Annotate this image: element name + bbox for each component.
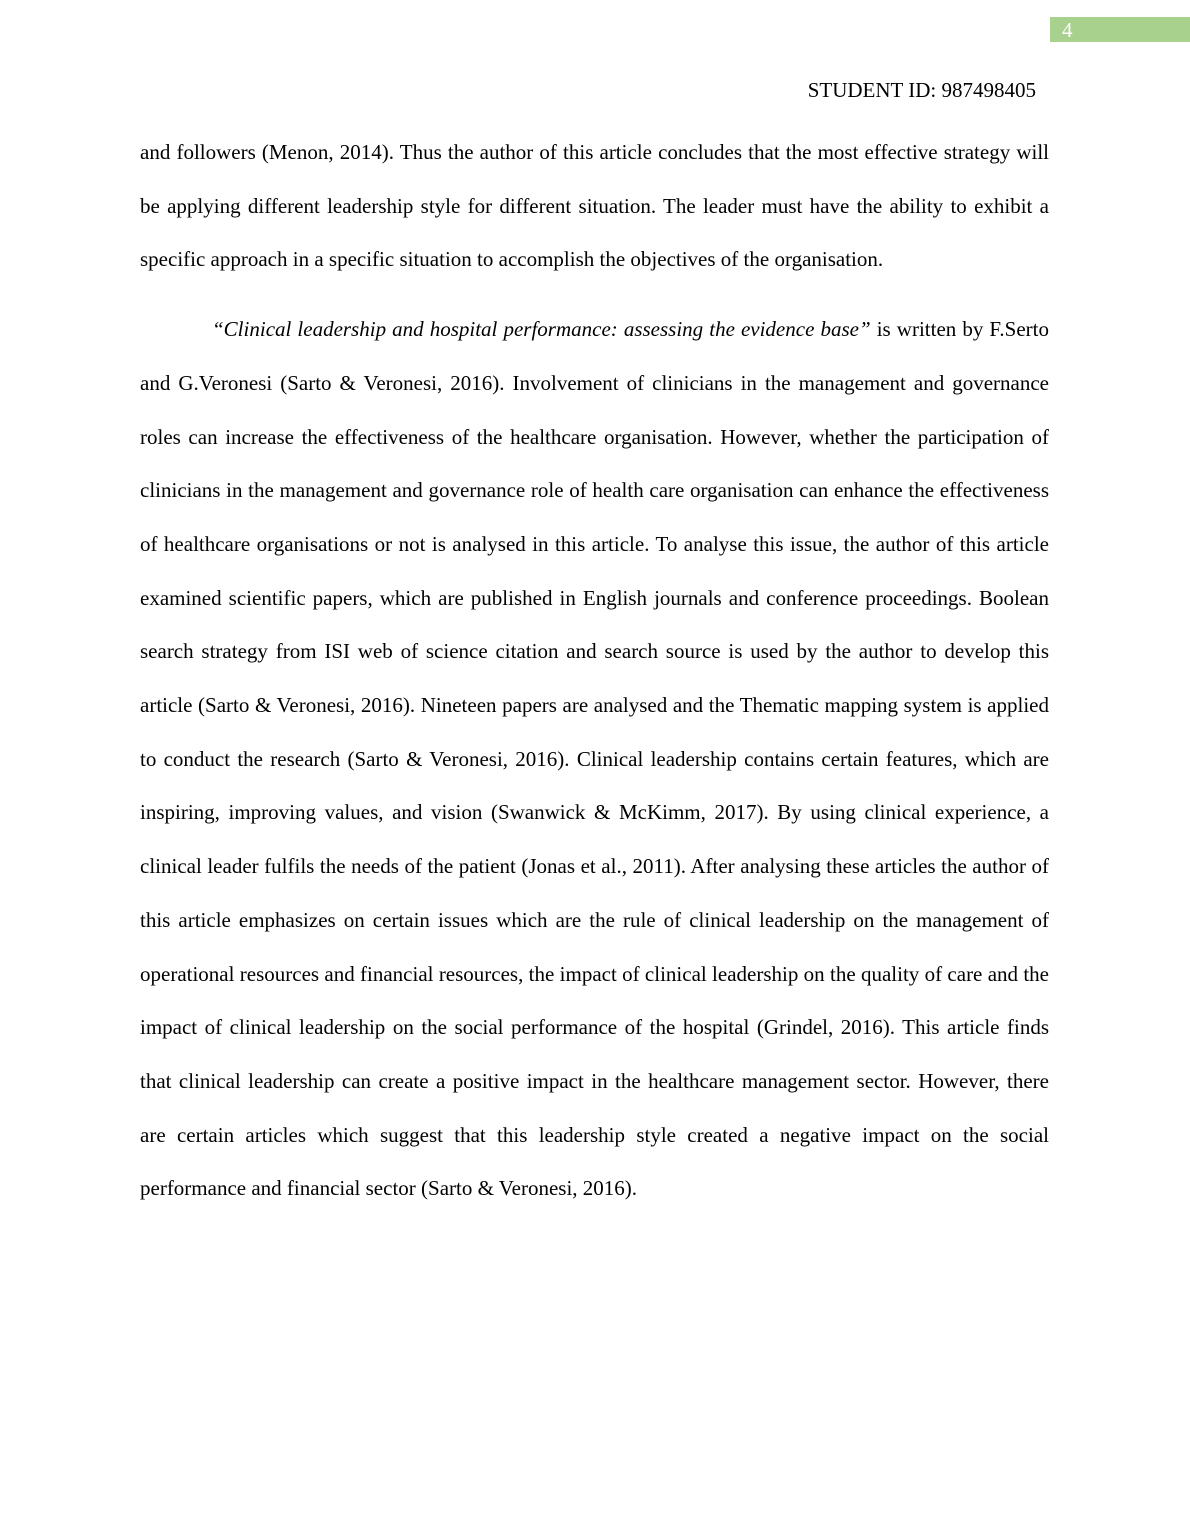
page-number-badge bbox=[1050, 17, 1190, 42]
running-head-student-id: STUDENT ID: 987498405 bbox=[807, 78, 1036, 102]
paragraph-text: is written by F.Serto and G.Veronesi (Sarto & Veronesi, 2016). Involvement of clinicians in the management and governance roles can increase the effectiveness of the healthcare organisation. However, whether the participation of clinicians in the management and governance role of health care organisation can enhance the effectiveness of healthcare organisations or not is analysed in this article. To analyse this issue, the author of this article examined scientific papers, which are published in English journals and conference proceedings. Boolean search strategy from ISI web of science citation and search source is used by the author to develop this article (Sarto & Veronesi, 2016). Nineteen papers are analysed and the Thematic mapping system is applied to conduct the research (Sarto & Veronesi, 2016). Clinical leadership contains certain features, which are inspiring, improving values, and vision (Swanwick & McKimm, 2017). By using clinical experience, a clinical leader fulfils the needs of the patient (Jonas et al., 2011). After analysing these articles the author of this article emphasizes on certain issues which are the rule of clinical leadership on the management of operational resources and financial resources, the impact of clinical leadership on the quality of care and the impact of clinical leadership on the social performance of the hospital (Grindel, 2016). This article finds that clinical leadership can create a positive impact in the healthcare management sector. However, there are certain articles which suggest that this leadership style created a negative impact on the social performance and financial sector (Sarto & Veronesi, 2016). bbox=[140, 317, 1049, 1201]
paragraph-text: and followers (Menon, 2014). Thus the author of this article concludes that the most effective strategy will be applying different leadership style for different situation. The leader must have the ability to exhibit a specific approach in a specific situation to accomplish the objectives of the organisation. bbox=[140, 140, 1049, 272]
page-number: 4 bbox=[1062, 18, 1073, 42]
paragraph bbox=[140, 126, 1049, 287]
article-title: “Clinical leadership and hospital performance: assessing the evidence base” bbox=[212, 317, 871, 342]
document-body bbox=[140, 126, 1049, 1216]
paragraph bbox=[140, 303, 1049, 1216]
